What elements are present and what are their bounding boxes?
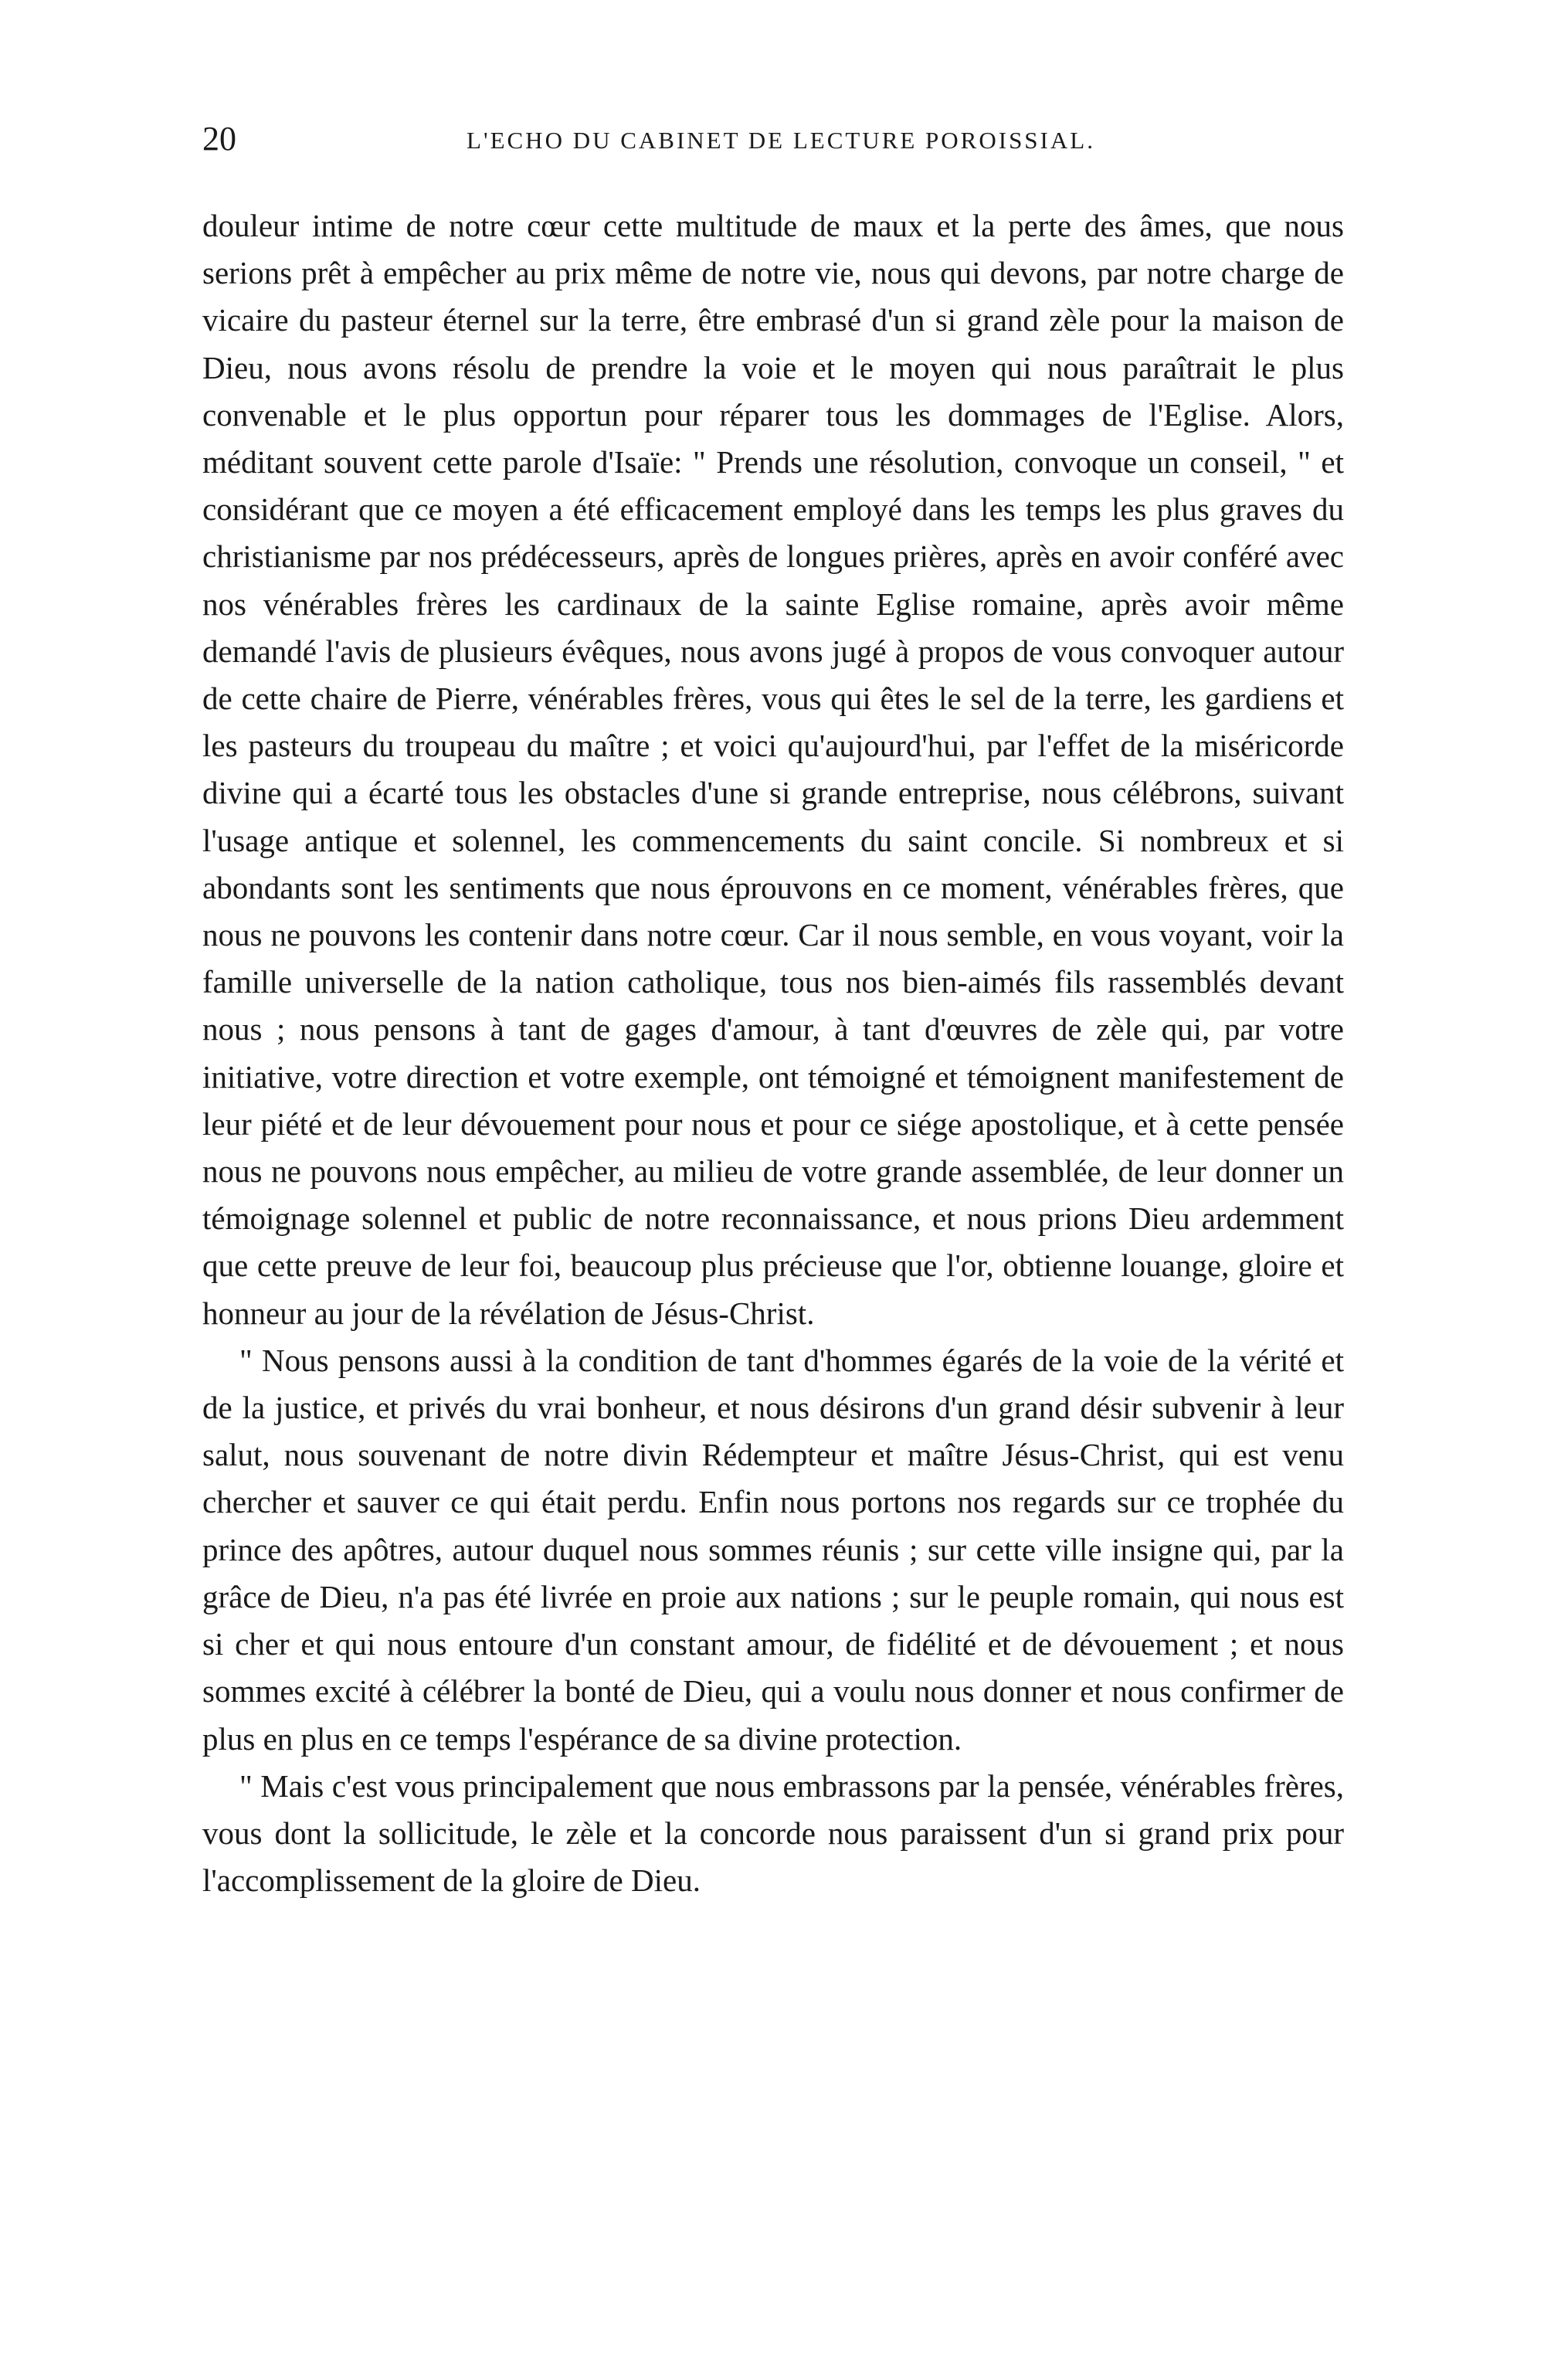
paragraph: " Mais c'est vous principalement que nous embrassons par la pensée, vénérables frères, vous dont la sollicitude, le zèle et la concorde nous paraissent d'un si grand prix pour l'accomplissement de la gloire de Dieu. xyxy=(202,1767,1344,1899)
running-title: L'ECHO DU CABINET DE LECTURE POROISSIAL. xyxy=(467,127,1095,154)
paragraph: douleur intime de notre cœur cette multitude de maux et la perte des âmes, que nous serions prêt à empêcher au prix même de notre vie, nous qui devons, par notre charge de vicaire du pasteur éternel sur la terre, être embrasé d'un si grand zèle pour la maison de Dieu, nous avons résolu de prendre la voie et le moyen qui nous paraîtrait le plus convenable et le plus opportun pour réparer tous les dommages de l'Eglise. Alors, méditant souvent cette parole d'Isaïe: " Prends une résolution, convoque un conseil, " et considérant que ce moyen a été efficacement employé dans les temps les plus graves du christianisme par nos prédécesseurs, après de longues prières, après en avoir conféré avec nos vénérables frères les cardinaux de la sainte Eglise romaine, après avoir même demandé l'avis de plusieurs évêques, nous avons jugé à propos de vous convoquer autour de cette chaire de Pierre, vénérables frères, vous qui êtes le sel de la terre, les gardiens et les pasteurs du troupeau du maître ; et voici qu'aujourd'hui, par l'effet de la miséricorde divine qui a écarté tous les obstacles d'une si grande entreprise, nous célébrons, suivant l'usage antique et solennel, les commencements du saint concile. Si nombreux et si abondants sont les sentiments que nous éprouvons en ce moment, vénérables frères, que nous ne pouvons les contenir dans notre cœur. Car il nous semble, en vous voyant, voir la famille universelle de la nation catholique, tous nos bien-aimés fils rassemblés devant nous ; nous pensons à tant de gages d'amour, à tant d'œuvres de zèle qui, par votre initiative, votre direction et votre exemple, ont témoigné et témoignent manifestement de leur piété et de leur dévouement pour nous et pour ce siége apostolique, et à cette pensée nous ne pouvons nous empêcher, au milieu de votre grande assemblée, de leur donner un témoignage solennel et public de notre reconnaissance, et nous prions Dieu ardemment que cette preuve de leur foi, beaucoup plus précieuse que l'or, obtienne louange, gloire et honneur au jour de la révélation de Jésus-Christ. xyxy=(202,208,1344,1331)
page-number: 20 xyxy=(202,120,236,158)
running-head xyxy=(202,116,1344,170)
page xyxy=(202,116,1344,1904)
paragraph: " Nous pensons aussi à la condition de tant d'hommes égarés de la voie de la vérité et de la justice, et privés du vrai bonheur, et nous désirons d'un grand désir subvenir à leur salut, nous souvenant de notre divin Rédempteur et maître Jésus-Christ, qui est venu chercher et sauver ce qui était perdu. Enfin nous portons nos regards sur ce trophée du prince des apôtres, autour duquel nous sommes réunis ; sur cette ville insigne qui, par la grâce de Dieu, n'a pas été livrée en proie aux nations ; sur le peuple romain, qui nous est si cher et qui nous entoure d'un constant amour, de fidélité et de dévouement ; et nous sommes excité à célébrer la bonté de Dieu, qui a voulu nous donner et nous confirmer de plus en plus en ce temps l'espérance de sa divine protection. xyxy=(202,1342,1344,1757)
body-text xyxy=(202,202,1344,1904)
